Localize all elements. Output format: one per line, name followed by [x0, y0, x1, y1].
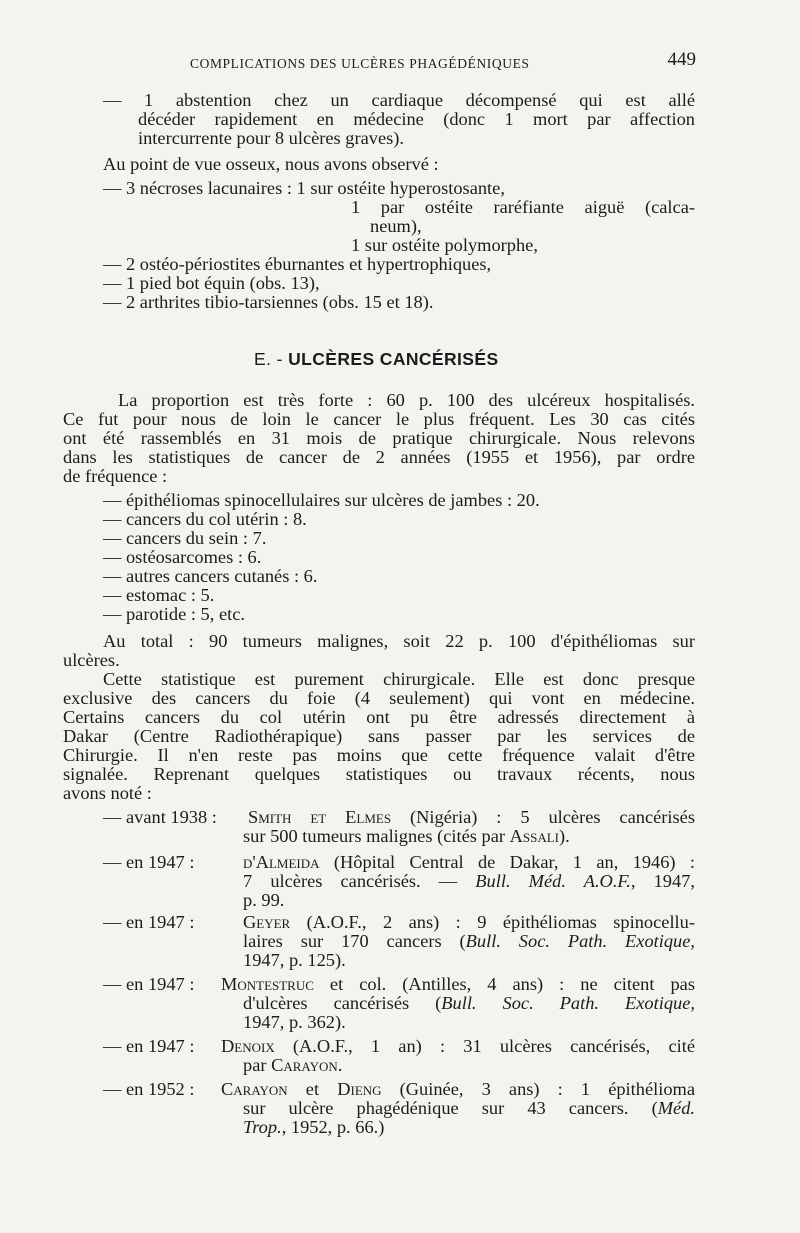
text-line: 1 sur ostéite polymorphe,: [351, 235, 538, 255]
list-item: — cancers du sein : 7.: [103, 528, 267, 548]
reference-date: — en 1947 :: [103, 1036, 195, 1056]
text-line: 1 par ostéite raréfiante aiguë (calca-: [351, 197, 695, 217]
text-line: Chirurgie. Il n'en reste pas moins que cette fréquence valait d'être: [63, 745, 695, 765]
text-line: Dakar (Centre Radiothérapique) sans passer par les services de: [63, 726, 695, 746]
reference-line: 7 ulcères cancérisés. — Bull. Méd. A.O.F., 1947,: [243, 871, 695, 891]
reference-line: sur 500 tumeurs malignes (cités par Assali).: [243, 826, 570, 846]
reference-authors: Geyer: [243, 912, 291, 932]
reference-line: 1947, p. 362).: [243, 1012, 346, 1032]
reference-line: Montestruc et col. (Antilles, 4 ans) : ne citent pas: [221, 974, 695, 994]
reference-line: Trop., 1952, p. 66.): [243, 1117, 385, 1137]
text-line: intercurrente pour 8 ulcères graves).: [138, 128, 405, 148]
reference-authors: Carayon: [221, 1079, 288, 1099]
text-line: — 2 ostéo-périostites éburnantes et hypertrophiques,: [103, 254, 492, 274]
list-item: — épithéliomas spinocellulaires sur ulcères de jambes : 20.: [103, 490, 540, 510]
reference-authors: Montestruc: [221, 974, 314, 994]
text-line: — 2 arthrites tibio-tarsiennes (obs. 15 et 18).: [103, 292, 434, 312]
reference-authors: Denoix: [221, 1036, 275, 1056]
text-line: avons noté :: [63, 783, 152, 803]
section-title: ULCÈRES CANCÉRISÉS: [288, 349, 499, 369]
reference-date: — avant 1938 :: [103, 807, 217, 827]
reference-line: sur ulcère phagédénique sur 43 cancers. (Méd.: [243, 1098, 695, 1118]
text-line: exclusive des cancers du foie (4 seulement) qui vont en médecine.: [63, 688, 695, 708]
reference-line: Smith et Elmes (Nigéria) : 5 ulcères cancérisés: [248, 807, 695, 827]
reference-authors: Smith et Elmes: [248, 807, 392, 827]
list-item: — parotide : 5, etc.: [103, 604, 245, 624]
text-line: ulcères.: [63, 650, 120, 670]
reference-line: par Carayon.: [243, 1055, 343, 1075]
text-line: Cette statistique est purement chirurgicale. Elle est donc presque: [103, 669, 695, 689]
reference-line: laires sur 170 cancers (Bull. Soc. Path. Exotique,: [243, 931, 696, 951]
reference-line: d'Almeida (Hôpital Central de Dakar, 1 an, 1946) :: [243, 852, 695, 872]
text-line: Ce fut pour nous de loin le cancer le plus fréquent. Les 30 cas cités: [63, 409, 695, 429]
text-line: La proportion est très forte : 60 p. 100 des ulcéreux hospitalisés.: [118, 390, 695, 410]
reference-line: Geyer (A.O.F., 2 ans) : 9 épithéliomas spinocellu-: [243, 912, 695, 932]
text-line: Certains cancers du col utérin ont pu être adressés directement à: [63, 707, 695, 727]
list-item: — cancers du col utérin : 8.: [103, 509, 307, 529]
section-heading: [254, 350, 499, 369]
text-line: ont été rassemblés en 31 mois de pratique chirurgicale. Nous relevons: [63, 428, 695, 448]
text-line: de fréquence :: [63, 466, 168, 486]
reference-line: Denoix (A.O.F., 1 an) : 31 ulcères cancérisés, cité: [221, 1036, 695, 1056]
text-line: Au total : 90 tumeurs malignes, soit 22 p. 100 d'épithéliomas sur: [103, 631, 695, 651]
text-line: — 1 pied bot équin (obs. 13),: [103, 273, 320, 293]
text-line: neum),: [370, 216, 422, 236]
text-line: — 3 nécroses lacunaires : 1 sur ostéite hyperostosante,: [103, 178, 505, 198]
reference-line: Carayon et Dieng (Guinée, 3 ans) : 1 épithélioma: [221, 1079, 696, 1099]
reference-date: — en 1947 :: [103, 852, 195, 872]
reference-line: 1947, p. 125).: [243, 950, 346, 970]
list-item: — estomac : 5.: [103, 585, 215, 605]
list-item: — autres cancers cutanés : 6.: [103, 566, 318, 586]
reference-authors: d'Almeida: [243, 852, 320, 872]
text-line: signalée. Reprenant quelques statistiques ou travaux récents, nous: [63, 764, 695, 784]
reference-date: — en 1947 :: [103, 912, 195, 932]
running-title: COMPLICATIONS DES ULCÈRES PHAGÉDÉNIQUES: [190, 56, 530, 71]
reference-line: d'ulcères cancérisés (Bull. Soc. Path. Exotique,: [243, 993, 695, 1013]
reference-date: — en 1952 :: [103, 1079, 195, 1099]
list-item: — ostéosarcomes : 6.: [103, 547, 262, 567]
text-line: — 1 abstention chez un cardiaque décompensé qui est allé: [103, 90, 695, 110]
reference-authors-2: Dieng: [337, 1079, 382, 1099]
text-line: décéder rapidement en médecine (donc 1 mort par affection: [138, 109, 695, 129]
reference-line: p. 99.: [243, 890, 285, 910]
section-prefix: E. -: [254, 349, 283, 369]
reference-date: — en 1947 :: [103, 974, 195, 994]
text-line: dans les statistiques de cancer de 2 années (1955 et 1956), par ordre: [63, 447, 695, 467]
text-line: Au point de vue osseux, nous avons observé :: [103, 154, 439, 174]
page-number: 449: [667, 49, 696, 70]
